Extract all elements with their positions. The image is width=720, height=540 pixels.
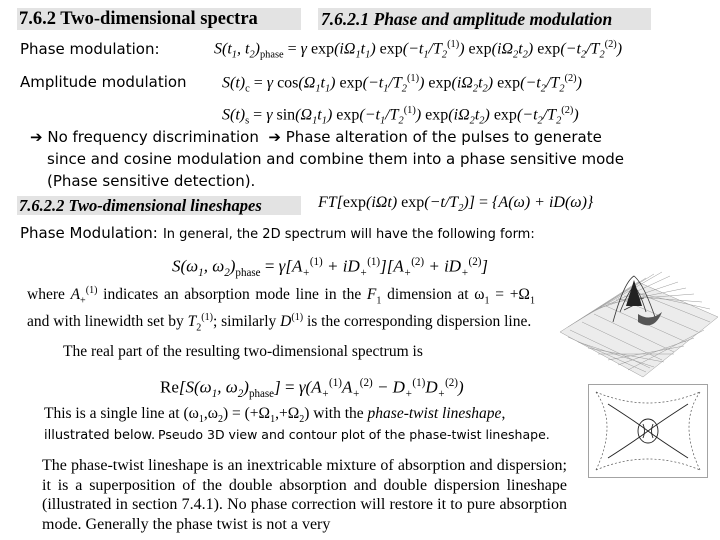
where-paragraph: where $A_+^{(1)}$ indicates an absorption mode line in the $F_1$ dimension at $\omega_1 = +\Omega_1$ and with linewidth set by $T_2^{(1)}$; similarly $D^{(1)}$ is the corresponding dispersion line. bbox=[27, 285, 535, 333]
phase-twist-paragraph: The phase-twist lineshape is an inextricable mixture of absorption and dispersion; it is a superposition of the double absorption and double dispersion lineshape (illustrated in section 7.4.1). No phase correction will restore it to pure absorption mode. Generally the phase twist is not a very bbox=[42, 457, 567, 533]
bullet-line-3: (Phase sensitive detection). bbox=[47, 172, 256, 190]
real-part-text: The real part of the resulting two-dimensional spectrum is bbox=[63, 343, 423, 360]
equation-general-spectrum: $S(\omega_1$, $\omega_2)_{phase} = \gamma[A_+^{(1)} + iD_+^{(1)}][A_+^{(2)} + iD_+^{(2)}]$ bbox=[172, 256, 489, 280]
bullet-phase-alteration: Phase alteration of the pulses to generate bbox=[285, 128, 602, 146]
equation-amplitude-sine: $S(t)_s = \gamma$ $\sin(\Omega_1t_1)$ $\exp(-t_1/T_2^{(1)})$ $\exp(i\Omega_2t_2)$ $\exp(-t_2/T_2^{(2)})$ bbox=[222, 105, 579, 127]
amplitude-modulation-label: Amplitude modulation bbox=[20, 73, 187, 91]
equation-real-part: $Re[S(\omega_1$, $\omega_2)_{phase}] = \gamma(A_+^{(1)}A_+^{(2)} - D_+^{(1)}D_+^{(2)})$ bbox=[160, 377, 464, 401]
phase-modulation-label: Phase modulation: bbox=[20, 40, 160, 58]
phase-modulation-label-2: Phase Modulation: bbox=[20, 224, 158, 242]
phase-twist-3d-figure bbox=[558, 262, 720, 382]
equation-amplitude-cosine: $S(t)_c = \gamma$ $\cos(\Omega_1t_1)$ $\exp(-t_1/T_2^{(1)})$ $\exp(i\Omega_2t_2)$ $\exp(-t_2/T_2^{(2)})$ bbox=[222, 73, 582, 95]
section-heading-two-dimensional-spectra: 7.6.2 Two-dimensional spectra bbox=[17, 8, 301, 30]
section-heading-phase-amplitude-modulation: 7.6.2.1 Phase and amplitude modulation bbox=[318, 8, 651, 30]
figure-caption: Pseudo 3D view and contour plot of the phase-twist lineshape. bbox=[158, 427, 550, 442]
phase-twist-contour-figure bbox=[588, 384, 708, 478]
bullet-line-1 bbox=[30, 128, 602, 146]
section-heading-two-dimensional-lineshapes: 7.6.2.2 Two-dimensional lineshapes bbox=[17, 196, 301, 215]
arrow-right-icon: ➔ bbox=[30, 128, 43, 146]
bullet-no-frequency-discrimination: No frequency discrimination bbox=[47, 128, 259, 146]
illustrated-below-text: illustrated below. bbox=[44, 428, 156, 443]
equation-phase-modulation: $S(t_1$, $t_2)_{phase} = \gamma$ $\exp(i\Omega_1t_1)$ $\exp(-t_1/T_2^{(1)})$ $\exp(i\Omega_2t_2)$ $\exp(-t_2/T_2^{(2)})$ bbox=[214, 39, 623, 61]
phase-modulation-general-line bbox=[20, 223, 535, 242]
single-line-text: This is a single line at $(\omega_1,\omega_2) = (+\Omega_1,+\Omega_2)$ with the phase-twist lineshape, bbox=[44, 405, 506, 426]
arrow-right-icon: ➔ bbox=[268, 128, 281, 146]
equation-fourier-transform: FT[exp(iΩt) $\exp(-t/T_2)] = \{A(\omega) + iD(\omega)\}$ bbox=[318, 194, 594, 215]
general-form-text: In general, the 2D spectrum will have the following form: bbox=[162, 227, 535, 242]
bullet-line-2: since and cosine modulation and combine them into a phase sensitive mode bbox=[47, 150, 625, 168]
